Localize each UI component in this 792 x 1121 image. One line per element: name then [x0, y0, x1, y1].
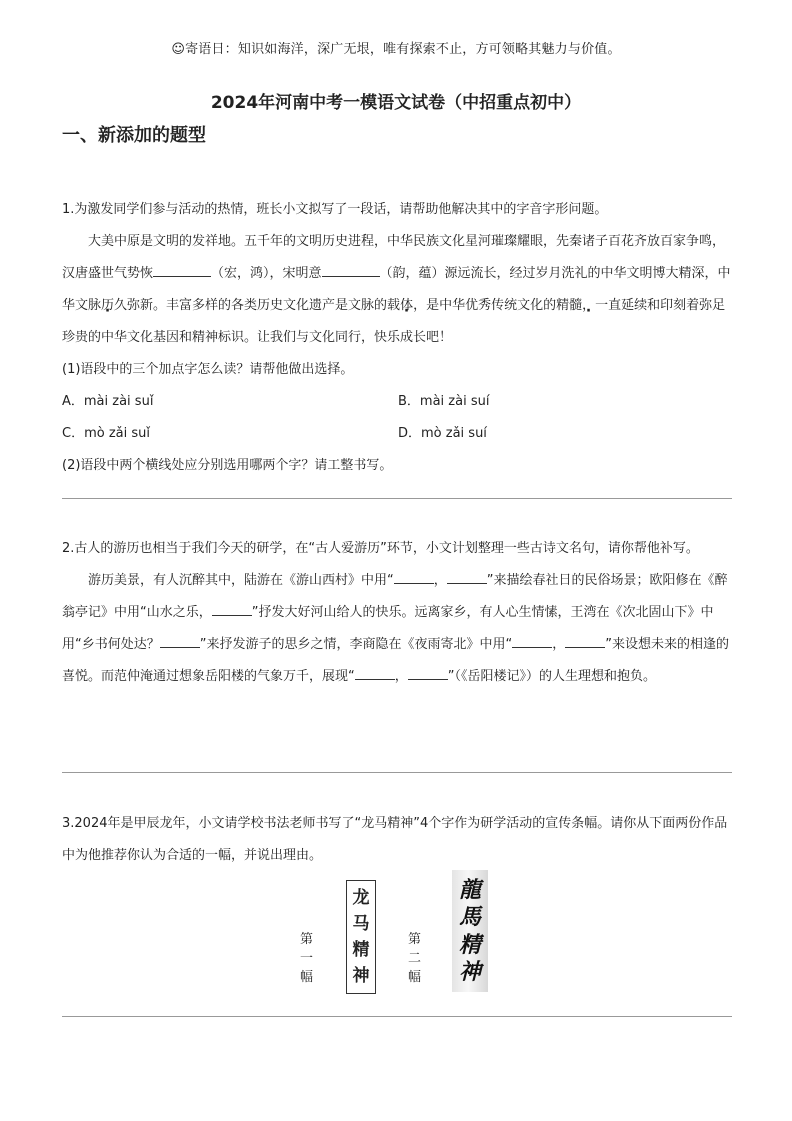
work-2-char: 精: [458, 931, 481, 958]
work-1-char: 龙: [352, 888, 370, 908]
answer-blank[interactable]: [160, 633, 200, 648]
question-1: [62, 194, 734, 482]
work-2-char: 馬: [458, 904, 481, 931]
answer-blank[interactable]: [153, 262, 211, 277]
answer-blank[interactable]: [394, 569, 434, 584]
divider: [62, 498, 732, 499]
answer-blank[interactable]: [565, 633, 605, 648]
q2-text: ”（《岳阳楼记》）的人生理想和抱负。: [447, 669, 657, 684]
q1-passage-part-a: 大美中原是文明的发祥地。五千年的文明历史进程，中华民族文化星河璀璨耀眼，先秦诸子百花齐放百家争鸣，汉唐盛世气势恢: [62, 234, 726, 281]
q2-stem: 2.古人的游历也相当于我们今天的研学，在“古人爱游历”环节，小文计划整理一些古诗文名句，请你帮他补写。: [62, 541, 699, 556]
option-c[interactable]: C．mò zǎi suǐ: [62, 426, 150, 441]
divider: [62, 772, 732, 773]
dotted-char: 髓: [569, 298, 583, 313]
q2-text: 游历美景，有人沉醉其中，陆游在《游山西村》中用“: [88, 573, 394, 588]
q1-passage-part-d: 历久弥新。丰富多样的各类历史文化遗产是文脉的: [101, 298, 388, 313]
answer-blank[interactable]: [212, 601, 252, 616]
q1-passage-part-c: （韵，蕴）源远流长，经过岁月洗礼的中华文明博大精深，中华文: [62, 266, 731, 313]
work-1-label: 第一幅: [300, 932, 314, 985]
q2-text: ”来抒发游子的思乡之情，李商隐在《夜雨寄北》中用“: [199, 637, 513, 652]
work-2-char: 神: [458, 959, 481, 986]
q1-passage-part-b: （宏，鸿），宋明意: [211, 266, 322, 281]
q2-text: ”来设想未来的相逢的喜悦。而范仲淹通过想象岳阳楼的气象万千，展现“: [62, 637, 729, 684]
q2-text: ，: [433, 573, 447, 588]
q1-passage-part-f: ，一直延续和印刻着弥足珍贵的中华文化基因和精神标识。让我们与文化同行，快乐成长吧！: [62, 298, 726, 345]
header-motto: ☺寄语日：知识如海洋，深广无垠，唯有探索不止，方可领略其魅力与价值。: [171, 42, 621, 57]
option-a[interactable]: A．mài zài suǐ: [62, 394, 154, 409]
q2-passage: [62, 565, 734, 693]
question-2: [62, 533, 734, 693]
answer-blank[interactable]: [355, 665, 395, 680]
work-2-char: 龍: [458, 876, 481, 903]
q1-passage-part-e: 体，是中华优秀传统文化的精: [400, 298, 570, 313]
q1-stem: 1.为激发同学们参与活动的热情，班长小文拟写了一段话，请帮助他解决其中的字音字形问题。: [62, 202, 608, 217]
option-b[interactable]: B．mài zài suí: [398, 394, 490, 409]
question-3: [62, 808, 734, 872]
divider: [62, 1016, 732, 1017]
dotted-char: 脉: [88, 298, 102, 313]
page-title: 2024年河南中考一模语文试卷（中招重点初中）: [210, 93, 582, 113]
dotted-char: 载: [387, 298, 401, 313]
work-2-label: 第二幅: [408, 932, 422, 985]
work-1-char: 神: [352, 966, 370, 986]
q1-options: [62, 386, 734, 450]
q3-stem: 3.2024年是甲辰龙年，小文请学校书法老师书写了“龙马精神”4个字作为研学活动的宣传条幅。请你从下面两份作品中为他推荐你认为合适的一幅，并说出理由。: [62, 816, 728, 863]
option-d[interactable]: D．mò zǎi suí: [398, 426, 487, 441]
q1-sub-question-2: (2)语段中两个横线处应分别选用哪两个字？请工整书写。: [62, 458, 393, 473]
q1-sub-question-1: (1)语段中的三个加点字怎么读？请帮他做出选择。: [62, 362, 354, 377]
q2-text: ，: [394, 669, 408, 684]
work-1-char: 马: [352, 914, 370, 934]
answer-blank[interactable]: [512, 633, 552, 648]
q1-passage: [62, 226, 734, 354]
q2-text: ”来描绘春社日的民俗场景；欧阳修在《醉翁亭记》中用“山水之乐，: [62, 573, 728, 620]
answer-blank[interactable]: [322, 262, 380, 277]
answer-blank[interactable]: [447, 569, 487, 584]
q2-text: ”抒发大好河山给人的快乐。远离家乡，有人心生情愫，王湾在《次北固山下》中用“乡书何处达？: [62, 605, 714, 652]
calligraphy-work-2: [452, 870, 488, 992]
section-heading: 一、新添加的题型: [62, 125, 206, 146]
calligraphy-work-1: [346, 880, 376, 994]
work-1-char: 精: [352, 940, 370, 960]
q2-text: ，: [552, 637, 566, 652]
answer-blank[interactable]: [408, 665, 448, 680]
